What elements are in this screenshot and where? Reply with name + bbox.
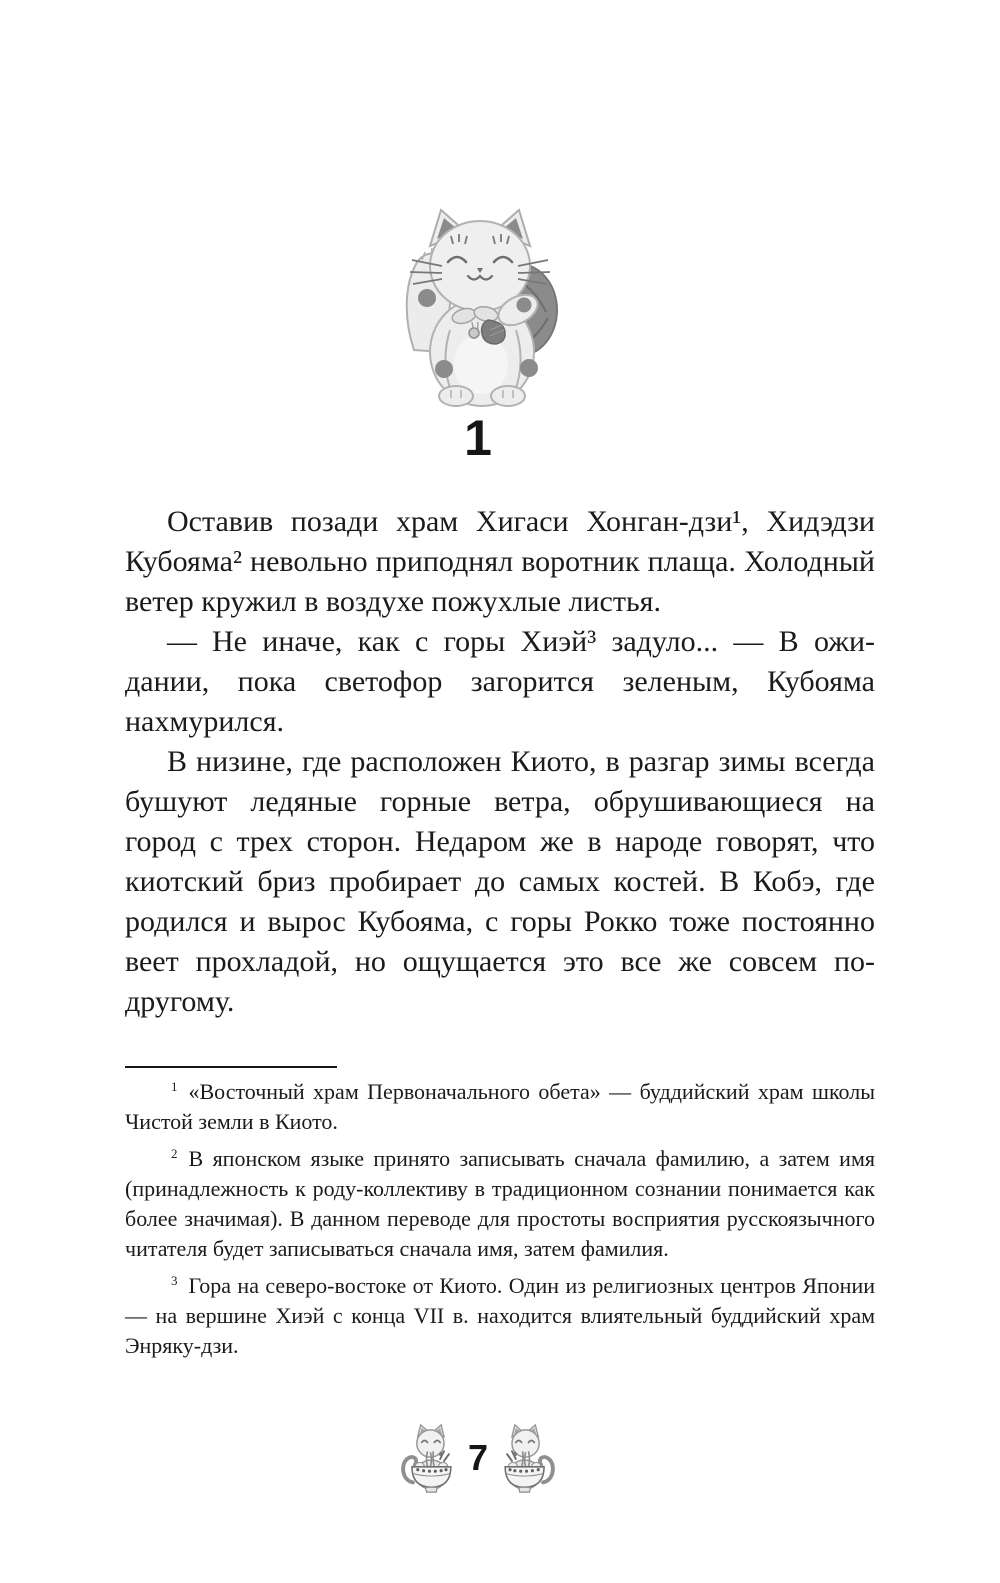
footnote-text: Гора на северо-востоке от Киото. Один из религиозных центров Японии — на вершине Хиэй с конца VII в. находится влиятельный буддийский храм Энряку-дзи. — [125, 1273, 875, 1358]
lucky-cat-illustration — [400, 202, 560, 407]
body-paragraph: — Не иначе, как с горы Хиэй³ задуло... — В ожидании, пока светофор загорится зеленым, Кубояма нахмурился. — [125, 625, 875, 738]
maneki-neko-icon — [400, 202, 560, 407]
footnote-text: «Восточный храм Первоначального обета» — буддийский храм школы Чистой земли в Киото. — [125, 1079, 875, 1134]
footnote-marker: 2 — [171, 1145, 178, 1161]
footnote-text: В японском языке принято записывать сначала фамилию, а затем имя (принадлежность к роду-коллективу в традиционном сознании понимается как более значимая). В данном переводе для простоты восприятия русскоязычного читателя будет записываться сначала имя, затем фамилия. — [125, 1146, 875, 1261]
footnote — [125, 1271, 875, 1361]
body-text — [125, 502, 875, 1022]
page-footer — [0, 1424, 978, 1496]
footnote — [125, 1144, 875, 1264]
page-number: 7 — [467, 1437, 489, 1478]
footnote-block — [125, 1066, 875, 1368]
cat-noodle-bowl-icon-right — [500, 1424, 557, 1496]
footnote-marker: 3 — [171, 1272, 178, 1288]
body-paragraph: В низине, где расположен Киото, в разгар зимы всегда бушуют ледяные горные ветра, обрушивающиеся на город с трех сторон. Недаром же в народе говорят, что киотский бриз пробирает до самых костей. В Кобэ, где родился и вырос Кубояма, с горы Рокко тоже постоянно веет прохладой, но ощущается это все же совсем по-другому. — [125, 745, 875, 1018]
body-paragraph: Оставив позади храм Хигаси Хонган-дзи¹, Хидэдзи Кубояма² невольно приподнял воротник плаща. Холодный ветер кружил в воздухе пожухлые листья. — [125, 505, 875, 618]
footnote-marker: 1 — [171, 1078, 178, 1094]
cat-noodle-bowl-icon-left — [399, 1424, 456, 1496]
chapter-number: 1 — [464, 410, 492, 466]
footnote — [125, 1077, 875, 1137]
footnote-separator — [125, 1066, 337, 1068]
